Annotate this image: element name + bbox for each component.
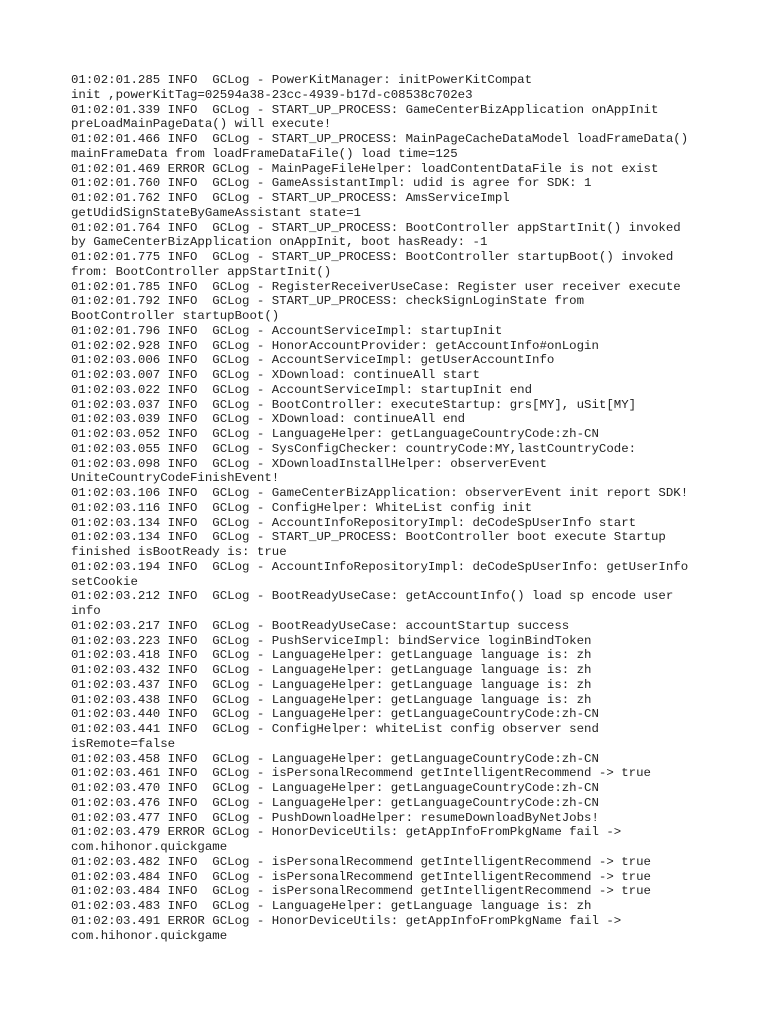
log-line: 01:02:01.796 INFO GCLog - AccountServiceImpl: startupInit (71, 323, 503, 338)
log-line: 01:02:01.775 INFO GCLog - START_UP_PROCESS: BootController startupBoot() invoked (71, 250, 674, 264)
log-line: com.hihonor.quickgame (71, 928, 228, 943)
log-line: 01:02:03.470 INFO GCLog - LanguageHelper: getLanguageCountryCode:zh-CN (71, 781, 599, 795)
log-line: 01:02:03.461 INFO GCLog - isPersonalRecommend getIntelligentRecommend -> true (71, 766, 651, 781)
log-text-body (71, 73, 711, 943)
log-line: 01:02:03.212 INFO GCLog - BootReadyUseCase: getAccountInfo() load sp encode user (71, 589, 674, 604)
log-line: 01:02:01.762 INFO GCLog - START_UP_PROCESS: AmsServiceImpl (71, 191, 510, 205)
log-line: 01:02:03.491 ERROR GCLog - HonorDeviceUtils: getAppInfoFromPkgName fail -> (71, 913, 622, 928)
log-line: 01:02:03.458 INFO GCLog - LanguageHelper: getLanguageCountryCode:zh-CN (71, 751, 599, 766)
log-line: 01:02:03.418 INFO GCLog - LanguageHelper: getLanguage language is: zh (71, 648, 592, 663)
log-line: 01:02:03.106 INFO GCLog - GameCenterBizApplication: observerEvent init report SDK! (71, 486, 689, 500)
log-line: 01:02:03.432 INFO GCLog - LanguageHelper: getLanguage language is: zh (71, 663, 592, 677)
log-line: 01:02:03.022 INFO GCLog - AccountServiceImpl: startupInit end (71, 382, 533, 397)
log-line: 01:02:01.466 INFO GCLog - START_UP_PROCESS: MainPageCacheDataModel loadFrameData() (71, 132, 689, 146)
log-line: finished isBootReady is: true (71, 545, 287, 559)
log-line: by GameCenterBizApplication onAppInit, boot hasReady: -1 (71, 235, 488, 250)
log-line: 01:02:03.039 INFO GCLog - XDownload: continueAll end (71, 412, 466, 427)
log-line: 01:02:03.037 INFO GCLog - BootController: executeStartup: grs[MY], uSit[MY] (71, 397, 637, 412)
log-line: 01:02:01.785 INFO GCLog - RegisterReceiverUseCase: Register user receiver execute (71, 279, 681, 294)
log-line: 01:02:03.479 ERROR GCLog - HonorDeviceUtils: getAppInfoFromPkgName fail -> (71, 825, 622, 840)
log-line: getUdidSignStateByGameAssistant state=1 (71, 205, 361, 220)
log-line: 01:02:03.441 INFO GCLog - ConfigHelper: whiteList config observer send (71, 722, 599, 736)
log-line: from: BootController appStartInit() (71, 264, 332, 279)
log-line: init ,powerKitTag=02594a38-23cc-4939-b17d-c08538c702e3 (71, 87, 473, 102)
log-line: 01:02:03.484 INFO GCLog - isPersonalRecommend getIntelligentRecommend -> true (71, 869, 651, 884)
log-line: preLoadMainPageData() will execute! (71, 117, 332, 132)
log-line: info (71, 604, 101, 618)
log-line: setCookie (71, 574, 138, 589)
log-line: 01:02:03.477 INFO GCLog - PushDownloadHelper: resumeDownloadByNetJobs! (71, 810, 599, 825)
log-line: 01:02:03.437 INFO GCLog - LanguageHelper: getLanguage language is: zh (71, 677, 592, 692)
log-line: 01:02:03.134 INFO GCLog - AccountInfoRepositoryImpl: deCodeSpUserInfo start (71, 515, 637, 530)
log-line: 01:02:01.285 INFO GCLog - PowerKitManager: initPowerKitCompat (71, 73, 533, 87)
log-line: 01:02:03.217 INFO GCLog - BootReadyUseCase: accountStartup success (71, 618, 570, 633)
log-line: 01:02:01.764 INFO GCLog - START_UP_PROCESS: BootController appStartInit() invoked (71, 220, 681, 235)
log-line: isRemote=false (71, 736, 176, 751)
log-line: UniteCountryCodeFinishEvent! (71, 471, 280, 486)
log-line: 01:02:03.194 INFO GCLog - AccountInfoRepositoryImpl: deCodeSpUserInfo: getUserInfo (71, 559, 689, 574)
log-line: 01:02:01.760 INFO GCLog - GameAssistantImpl: udid is agree for SDK: 1 (71, 176, 592, 191)
log-line: 01:02:03.006 INFO GCLog - AccountServiceImpl: getUserAccountInfo (71, 353, 555, 368)
log-line: mainFrameData from loadFrameDataFile() load time=125 (71, 146, 458, 161)
log-line: 01:02:03.482 INFO GCLog - isPersonalRecommend getIntelligentRecommend -> true (71, 854, 651, 869)
log-line: 01:02:03.483 INFO GCLog - LanguageHelper: getLanguage language is: zh (71, 899, 592, 913)
log-line: 01:02:02.928 INFO GCLog - HonorAccountProvider: getAccountInfo#onLogin (71, 338, 599, 353)
log-line: 01:02:03.476 INFO GCLog - LanguageHelper: getLanguageCountryCode:zh-CN (71, 795, 599, 810)
log-line: 01:02:01.339 INFO GCLog - START_UP_PROCESS: GameCenterBizApplication onAppInit (71, 102, 659, 117)
log-line: 01:02:03.007 INFO GCLog - XDownload: continueAll start (71, 368, 480, 382)
log-line: 01:02:03.134 INFO GCLog - START_UP_PROCESS: BootController boot execute Startup (71, 530, 666, 545)
log-line: 01:02:03.440 INFO GCLog - LanguageHelper: getLanguageCountryCode:zh-CN (71, 707, 599, 722)
log-line: 01:02:01.792 INFO GCLog - START_UP_PROCESS: checkSignLoginState from (71, 294, 585, 309)
log-line: 01:02:03.098 INFO GCLog - XDownloadInstallHelper: observerEvent (71, 456, 547, 471)
log-line: 01:02:03.055 INFO GCLog - SysConfigChecker: countryCode:MY,lastCountryCode: (71, 441, 637, 456)
log-line: 01:02:03.438 INFO GCLog - LanguageHelper: getLanguage language is: zh (71, 692, 592, 707)
log-line: 01:02:03.052 INFO GCLog - LanguageHelper: getLanguageCountryCode:zh-CN (71, 427, 599, 441)
log-line: 01:02:03.223 INFO GCLog - PushServiceImpl: bindService loginBindToken (71, 633, 592, 648)
log-line: 01:02:03.484 INFO GCLog - isPersonalRecommend getIntelligentRecommend -> true (71, 884, 651, 899)
log-line: com.hihonor.quickgame (71, 840, 228, 854)
log-line: 01:02:01.469 ERROR GCLog - MainPageFileHelper: loadContentDataFile is not exist (71, 161, 659, 176)
log-line: BootController startupBoot() (71, 309, 280, 323)
log-line: 01:02:03.116 INFO GCLog - ConfigHelper: WhiteList config init (71, 500, 533, 515)
